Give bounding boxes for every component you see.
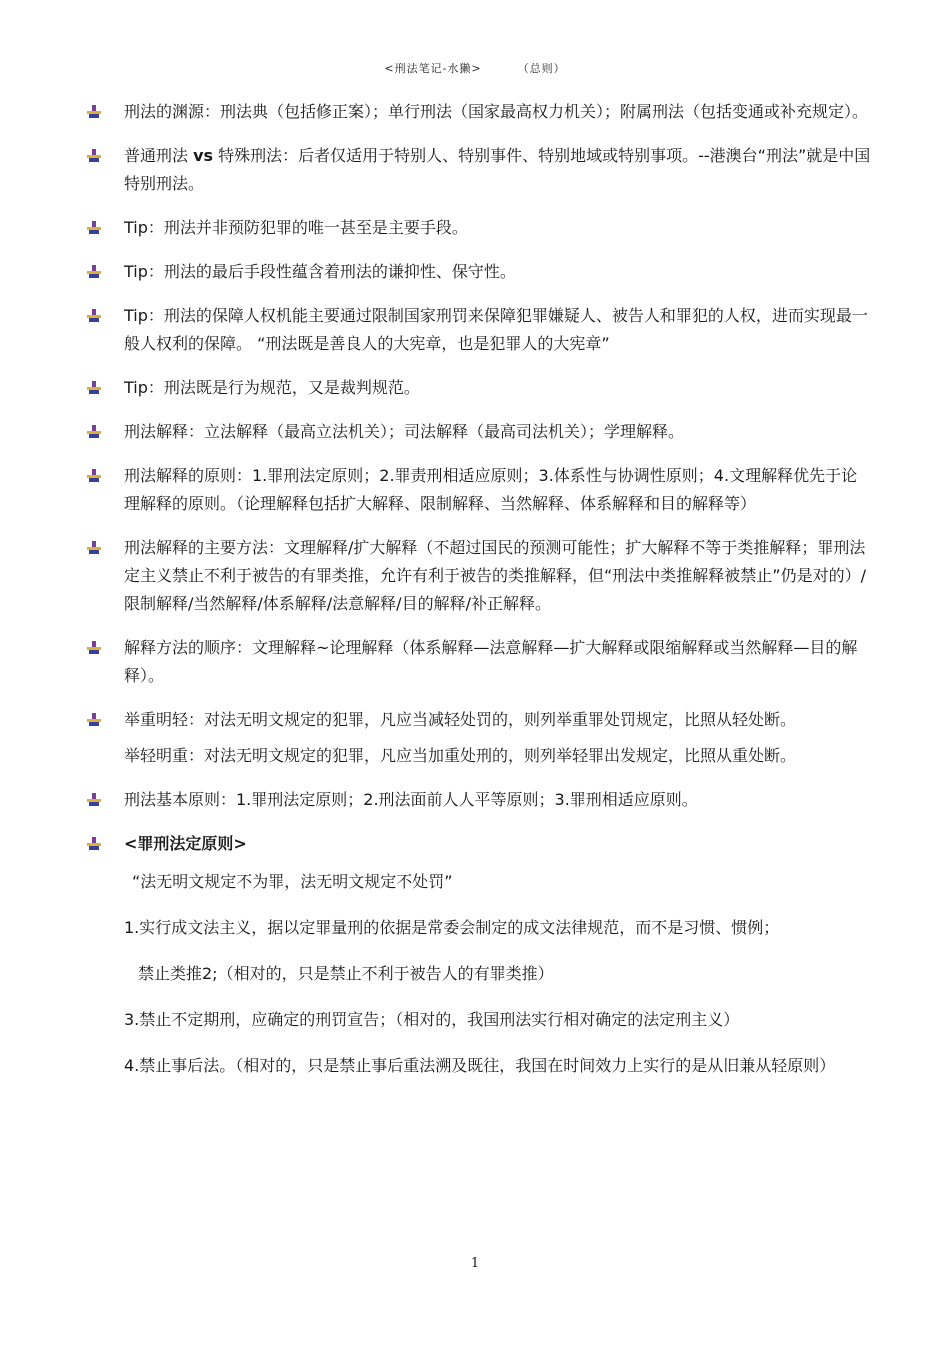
note-text: 刑法的渊源：刑法典（包括修正案）；单行刑法（国家最高权力机关）；附属刑法（包括变通或补充规定）。: [124, 102, 869, 121]
note-text-after: 特殊刑法：后者仅适用于特别人、特别事件、特别地域或特别事项。--港澳台“刑法”就是中国特别刑法。: [124, 146, 871, 193]
running-header: [0, 60, 950, 76]
note-item: [0, 98, 950, 126]
bullet-icon: [86, 792, 102, 808]
bullet-icon: [86, 308, 102, 324]
note-item: [0, 462, 950, 518]
header-title: <刑法笔记-水獭>: [384, 62, 482, 75]
note-text: Tip：刑法既是行为规范，又是裁判规范。: [124, 378, 420, 397]
note-item: [0, 258, 950, 286]
note-item: [0, 142, 950, 198]
bullet-icon: [86, 712, 102, 728]
bullet-icon: [86, 468, 102, 484]
note-item: [0, 706, 950, 734]
note-text: 刑法基本原则：1.罪刑法定原则；2.刑法面前人人平等原则；3.罪刑相适应原则。: [124, 790, 698, 809]
bullet-icon: [86, 836, 102, 852]
note-continuation: [0, 742, 950, 770]
note-text: Tip：刑法的保障人权机能主要通过限制国家刑罚来保障犯罪嫌疑人、被告人和罪犯的人权，进而实现最一般人权利的保障。 “刑法既是善良人的大宪章，也是犯罪人的大宪章”: [124, 306, 868, 353]
note-text: Tip：刑法的最后手段性蕴含着刑法的谦抑性、保守性。: [124, 262, 516, 281]
principle-point: [0, 1052, 950, 1080]
note-item: [0, 214, 950, 242]
bullet-icon: [86, 220, 102, 236]
principle-point: [0, 1006, 950, 1034]
principle-quote: [0, 868, 950, 896]
note-item: [0, 786, 950, 814]
note-text: 刑法解释：立法解释（最高立法机关）；司法解释（最高司法机关）；学理解释。: [124, 422, 685, 441]
note-text: “法无明文规定不为罪，法无明文规定不处罚”: [132, 872, 453, 891]
note-item: [0, 302, 950, 358]
note-item: [0, 830, 950, 858]
bullet-icon: [86, 104, 102, 120]
principle-point: [0, 914, 950, 942]
note-item: [0, 634, 950, 690]
note-text: 4.禁止事后法。（相对的，只是禁止事后重法溯及既往，我国在时间效力上实行的是从旧兼从轻原则）: [124, 1056, 836, 1075]
notes-body: [0, 98, 950, 1098]
note-text-before: 普通刑法: [124, 146, 194, 165]
section-heading: <罪刑法定原则>: [124, 834, 247, 853]
principle-point: [0, 960, 950, 988]
bullet-icon: [86, 424, 102, 440]
note-text: 1.实行成文法主义，据以定罪量刑的依据是常委会制定的成文法律规范，而不是习惯、惯例；: [124, 918, 780, 937]
bullet-icon: [86, 380, 102, 396]
note-text: 举轻明重：对法无明文规定的犯罪，凡应当加重处刑的，则列举轻罪出发规定，比照从重处断。: [124, 746, 797, 765]
note-item: [0, 374, 950, 402]
page-number: 1: [470, 1256, 480, 1271]
note-text: 禁止类推2;（相对的，只是禁止不利于被告人的有罪类推）: [138, 964, 554, 983]
bullet-icon: [86, 264, 102, 280]
note-text: Tip：刑法并非预防犯罪的唯一甚至是主要手段。: [124, 218, 468, 237]
note-text: 刑法解释的主要方法：文理解释/扩大解释（不超过国民的预测可能性；扩大解释不等于类推解释；罪刑法定主义禁止不利于被告的有罪类推，允许有利于被告的类推解释，但“刑法中类推解释被禁止”仍是对的）/限制解释/当然解释/体系解释/法意解释/目的解释/补正解释。: [124, 538, 866, 613]
bullet-icon: [86, 148, 102, 164]
note-text-bold: vs: [193, 146, 214, 165]
bullet-icon: [86, 540, 102, 556]
note-text: 3.禁止不定期刑，应确定的刑罚宣告；（相对的，我国刑法实行相对确定的法定刑主义）: [124, 1010, 740, 1029]
note-text: 举重明轻：对法无明文规定的犯罪，凡应当减轻处罚的，则列举重罪处罚规定，比照从轻处断。: [124, 710, 797, 729]
note-item: [0, 534, 950, 618]
note-item: [0, 418, 950, 446]
note-text: 刑法解释的原则：1.罪刑法定原则；2.罪责刑相适应原则；3.体系性与协调性原则；4.文理解释优先于论理解释的原则。（论理解释包括扩大解释、限制解释、当然解释、体系解释和目的解释等）: [124, 466, 858, 513]
header-section: （总则）: [517, 62, 566, 75]
note-text: 解释方法的顺序：文理解释~论理解释（体系解释—法意解释—扩大解释或限缩解释或当然解释—目的解释）。: [124, 638, 858, 685]
bullet-icon: [86, 640, 102, 656]
